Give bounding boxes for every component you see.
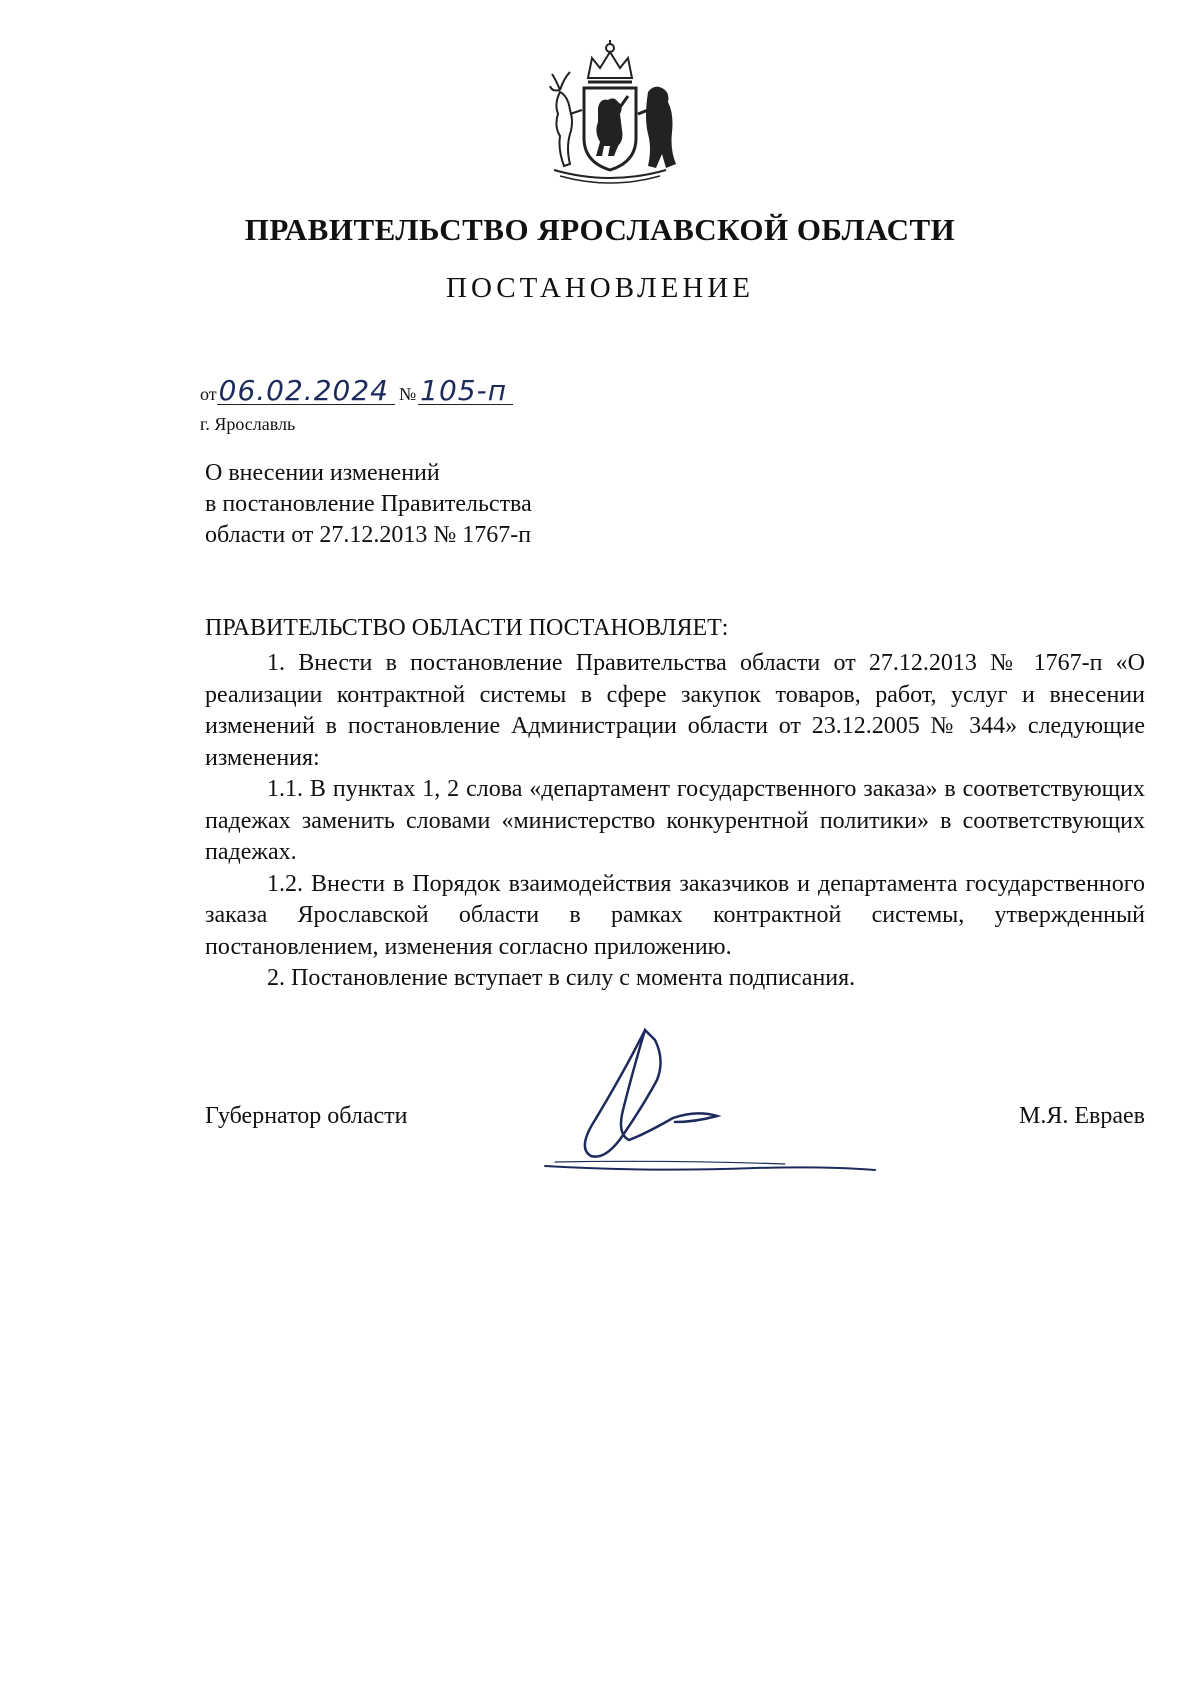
resolution-heading: ПРАВИТЕЛЬСТВО ОБЛАСТИ ПОСТАНОВЛЯЕТ: bbox=[205, 615, 729, 641]
government-title: ПРАВИТЕЛЬСТВО ЯРОСЛАВСКОЙ ОБЛАСТИ bbox=[244, 212, 956, 247]
date-prefix: от bbox=[200, 384, 217, 404]
document-type: ПОСТАНОВЛЕНИЕ bbox=[446, 272, 754, 304]
body-paragraph: 2. Постановление вступает в силу с момента подписания. bbox=[267, 965, 856, 991]
subject-line: в постановление Правительства bbox=[205, 491, 532, 517]
coat-of-arms-icon bbox=[530, 30, 690, 190]
document-number: 105-п bbox=[418, 378, 513, 405]
signatory-position: Губернатор области bbox=[205, 1103, 408, 1129]
body-paragraph: 1.2. Внести в Порядок взаимодействия заказчиков и департамента государственного заказа Ярославской области в рамках контрактной системы, утвержденный постановлением, изменения согласно приложению. bbox=[205, 870, 1145, 960]
handwritten-signature bbox=[525, 1010, 945, 1190]
date-number-line bbox=[200, 374, 513, 407]
number-sign: № bbox=[398, 384, 417, 404]
signatory-name: М.Я. Евраев bbox=[1019, 1103, 1145, 1129]
document-date: 06.02.2024 bbox=[217, 378, 395, 405]
city-label: г. Ярославль bbox=[200, 414, 296, 434]
body-paragraph: 1.1. В пунктах 1, 2 слова «департамент государственного заказа» в соответствующих падежах заменить словами «министерство конкурентной политики» в соответствующих падежах. bbox=[205, 776, 1145, 865]
document-body bbox=[205, 648, 1145, 995]
body-paragraph: 1. Внести в постановление Правительства области от 27.12.2013 № 1767-п «О реализации контрактной системы в сфере закупок товаров, работ, услуг и внесении изменений в постановление Администрации области от 23.12.2005 № 344» следующие изменения: bbox=[205, 650, 1145, 771]
subject-line: О внесении изменений bbox=[205, 460, 440, 486]
subject-line: области от 27.12.2013 № 1767-п bbox=[205, 522, 532, 548]
document-subject bbox=[205, 458, 532, 551]
